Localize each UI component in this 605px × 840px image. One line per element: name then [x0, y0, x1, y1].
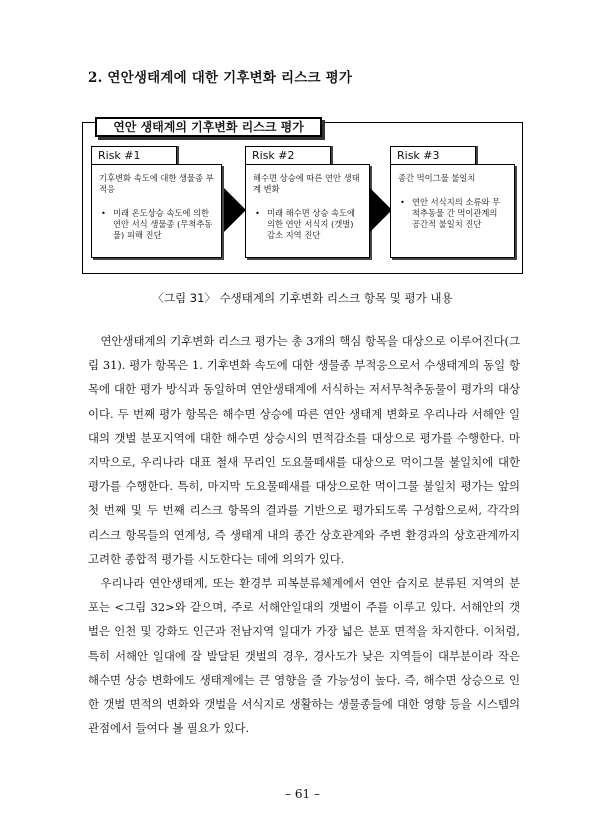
risk-2-lead: 해수면 상승에 따른 연안 생태계 변화 — [253, 173, 360, 194]
page-number: – 61 – — [285, 787, 320, 801]
risk-1-bullet: • 미래 온도상승 속도에 의한 연안 서식 생물종 (무척추동물) 피해 진단 — [99, 208, 214, 241]
risk-2-bullet: • 미래 해수면 상승 속도에 의한 연안 서식지 (갯벌) 감소 지역 진단 — [253, 208, 362, 241]
paragraph-1 — [88, 329, 520, 571]
risk-1-tab: Risk #1 — [91, 146, 177, 164]
arrow-right-icon — [370, 188, 392, 232]
risk-2-box — [245, 164, 370, 258]
paragraph-text: 우리나라 연안생태계, 또는 환경부 피복분류체계에서 연안 습지로 분류된 지역의 분포는 <그림 32>와 같으며, 주로 서해안일대의 갯벌이 주를 이루고 있다. 서해안의 갯벌은 인천 및 강화도 인근과 전남지역 일대가 가장 넓은 분포 면적을 차지한다. 이처럼, 특히 서해안 일대에 잘 발달된 갯벌의 경우, 경사도가 낮은 지역들이 대부분이라 작은 해수면 상승 변화에도 생태계에는 큰 영향을 줄 가능성이 높다. 즉, 해수면 상승으로 인한 갯벌 면적의 변화와 갯벌을 서식지로 생활하는 생물종들에 대한 영향 등을 시스템의 관점에서 들여다 볼 필요가 있다. — [88, 576, 520, 736]
figure-title: 연안 생태계의 기후변화 리스크 평가 — [95, 117, 322, 137]
risk-3-lead: 종간 먹이그물 불일치 — [398, 173, 476, 183]
risk-3-bullet: • 연안 서식지의 소류와 무척추동물 간 먹이관계의 공간적 불일치 진단 — [398, 197, 507, 230]
risk-3-tab: Risk #3 — [390, 146, 476, 164]
risk-1-lead: 기후변화 속도에 대한 생물종 부적응 — [99, 173, 214, 194]
section-heading: 2. 연안생태계에 대한 기후변화 리스크 평가 — [88, 70, 353, 86]
paragraph-text: 연안생태계의 기후변화 리스크 평가는 총 3개의 핵심 항목을 대상으로 이루어진다(그림 31). 평가 항목은 1. 기후변화 속도에 대한 생물종 부적응으로서 수생태계의 동일 항목에 대한 평가 방식과 동일하며 연안생태계에 서식하는 저서무척추동물이 평가의 대상이다. 두 번째 평가 항목은 해수면 상승에 따른 연안 생태계 변화로 우리나라 서해안 일대의 갯벌 분포지역에 대한 해수면 상승시의 면적감소를 대상으로 평가를 수행한다. 마지막으로, 우리나라 대표 철새 무리인 도요물떼새를 대상으로 먹이그물 불일치에 대한 평가를 수행한다. 특히, 마지막 도요물떼새를 대상으로한 먹이그물 불일치 평가는 앞의 첫 번째 및 두 번째 리스크 항목의 결과를 기반으로 평가되도록 구성함으로써, 각각의 리스크 항목들의 연계성, 즉 생태계 내의 종간 상호관계와 주변 환경과의 상호관계까지 고려한 종합적 평가를 시도한다는 데에 의의가 있다. — [88, 334, 520, 566]
risk-2-tab: Risk #2 — [245, 146, 331, 164]
risk-3-box — [390, 164, 515, 258]
arrow-right-icon — [224, 188, 246, 232]
figure-caption: 〈그림 31〉 수생태계의 기후변화 리스크 항목 및 평가 내용 — [152, 291, 453, 305]
risk-1-box — [91, 164, 222, 258]
paragraph-2 — [88, 571, 520, 740]
